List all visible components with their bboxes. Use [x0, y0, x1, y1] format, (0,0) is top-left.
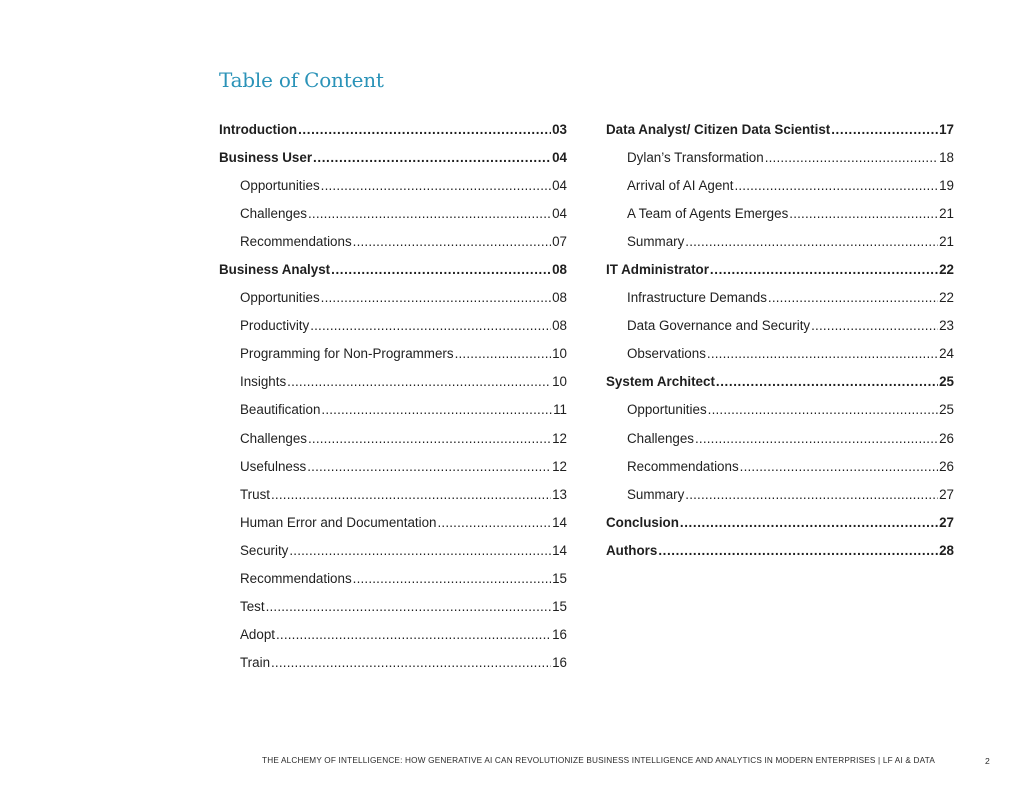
toc-entry-page: 14 [552, 514, 567, 530]
toc-entry-label: Insights [240, 374, 287, 390]
toc-subsection-entry[interactable] [219, 228, 567, 256]
toc-entry-label: Beautification [240, 402, 321, 418]
toc-entry-page: 04 [552, 206, 567, 222]
toc-section-entry[interactable] [219, 256, 567, 284]
toc-entry-label: Summary [627, 234, 685, 250]
toc-dot-leader [307, 453, 551, 481]
toc-entry-page: 25 [939, 402, 954, 418]
page-title: Table of Content [219, 68, 384, 92]
toc-dot-leader [308, 200, 551, 228]
toc-subsection-entry[interactable] [219, 509, 567, 537]
toc-entry-page: 19 [939, 178, 954, 194]
toc-entry-label: Data Governance and Security [627, 318, 811, 334]
toc-entry-page: 23 [939, 318, 954, 334]
toc-subsection-entry[interactable] [606, 481, 954, 509]
toc-subsection-entry[interactable] [606, 284, 954, 312]
toc-dot-leader [734, 172, 938, 200]
toc-entry-label: Challenges [240, 430, 307, 446]
toc-entry-page: 13 [552, 486, 567, 502]
footer-text: THE ALCHEMY OF INTELLIGENCE: HOW GENERATIVE AI CAN REVOLUTIONIZE BUSINESS INTELLIGENCE AND ANALYTICS IN MODERN ENTERPRISES | LF AI & DATA [262, 756, 935, 765]
toc-entry-page: 26 [939, 458, 954, 474]
toc-entry-label: Conclusion [606, 514, 679, 530]
toc-left-column [219, 116, 567, 677]
toc-subsection-entry[interactable] [219, 565, 567, 593]
toc-subsection-entry[interactable] [219, 425, 567, 453]
toc-entry-label: Test [240, 598, 265, 614]
toc-dot-leader [680, 509, 938, 537]
toc-dot-leader [353, 565, 551, 593]
toc-entry-page: 04 [552, 178, 567, 194]
toc-entry-label: IT Administrator [606, 262, 709, 278]
toc-entry-label: Dylan’s Transformation [627, 150, 764, 166]
toc-subsection-entry[interactable] [606, 200, 954, 228]
toc-dot-leader [765, 144, 938, 172]
toc-entry-page: 08 [552, 262, 567, 278]
toc-dot-leader [321, 284, 551, 312]
toc-dot-leader [271, 481, 551, 509]
toc-dot-leader [789, 200, 938, 228]
toc-dot-leader [685, 481, 938, 509]
toc-subsection-entry[interactable] [219, 172, 567, 200]
toc-entry-label: Programming for Non-Programmers [240, 346, 454, 362]
toc-subsection-entry[interactable] [219, 453, 567, 481]
toc-entry-label: Business User [219, 150, 313, 166]
toc-dot-leader [768, 284, 938, 312]
toc-dot-leader [685, 228, 938, 256]
toc-subsection-entry[interactable] [606, 172, 954, 200]
toc-entry-label: Authors [606, 542, 658, 558]
toc-dot-leader [707, 340, 938, 368]
toc-entry-label: Opportunities [240, 290, 320, 306]
toc-entry-page: 18 [939, 150, 954, 166]
toc-dot-leader [271, 649, 551, 677]
toc-entry-page: 22 [939, 262, 954, 278]
toc-dot-leader [740, 453, 938, 481]
toc-subsection-entry[interactable] [219, 649, 567, 677]
toc-entry-page: 27 [939, 514, 954, 530]
toc-dot-leader [310, 312, 551, 340]
toc-entry-page: 15 [552, 570, 567, 586]
toc-dot-leader [708, 396, 938, 424]
toc-entry-page: 03 [552, 122, 567, 137]
toc-section-entry[interactable] [606, 537, 954, 565]
toc-entry-label: Productivity [240, 318, 310, 334]
toc-entry-label: System Architect [606, 374, 715, 390]
toc-entry-label: Challenges [627, 430, 694, 446]
toc-entry-page: 04 [552, 150, 567, 166]
toc-entry-label: Opportunities [240, 178, 320, 194]
toc-entry-page: 16 [552, 654, 567, 670]
toc-entry-label: Challenges [240, 206, 307, 222]
toc-entry-label: Arrival of AI Agent [627, 178, 734, 194]
toc-entry-page: 11 [553, 402, 567, 418]
toc-section-entry[interactable] [606, 509, 954, 537]
toc-subsection-entry[interactable] [606, 228, 954, 256]
toc-entry-page: 24 [939, 346, 954, 362]
toc-section-entry[interactable] [219, 116, 567, 144]
toc-entry-page: 17 [939, 122, 954, 137]
toc-subsection-entry[interactable] [219, 340, 567, 368]
toc-entry-label: Usefulness [240, 458, 307, 474]
toc-subsection-entry[interactable] [219, 200, 567, 228]
toc-entry-label: Opportunities [627, 402, 707, 418]
toc-entry-page: 08 [552, 318, 567, 334]
toc-subsection-entry[interactable] [606, 144, 954, 172]
toc-entry-label: Trust [240, 486, 271, 502]
toc-entry-page: 14 [552, 542, 567, 558]
toc-entry-page: 07 [552, 234, 567, 250]
toc-entry-page: 25 [939, 374, 954, 390]
toc-entry-label: Recommendations [240, 570, 352, 586]
toc-dot-leader [321, 396, 552, 424]
toc-dot-leader [266, 593, 552, 621]
toc-section-entry[interactable] [219, 144, 567, 172]
toc-dot-leader [438, 509, 552, 537]
toc-subsection-entry[interactable] [219, 621, 567, 649]
toc-entry-label: Business Analyst [219, 262, 331, 278]
toc-dot-leader [298, 116, 551, 144]
toc-entry-label: A Team of Agents Emerges [627, 206, 789, 222]
toc-subsection-entry[interactable] [219, 368, 567, 396]
toc-dot-leader [455, 340, 552, 368]
toc-entry-page: 08 [552, 290, 567, 306]
toc-entry-label: Security [240, 542, 289, 558]
toc-dot-leader [321, 172, 551, 200]
toc-entry-label: Adopt [240, 626, 275, 642]
toc-dot-leader [353, 228, 551, 256]
toc-right-column [606, 116, 954, 565]
toc-subsection-entry[interactable] [219, 537, 567, 565]
toc-entry-page: 27 [939, 486, 954, 502]
toc-entry-label: Introduction [219, 122, 298, 137]
toc-dot-leader [695, 425, 938, 453]
page-number: 2 [985, 756, 990, 766]
toc-dot-leader [331, 256, 551, 284]
toc-dot-leader [658, 537, 938, 565]
toc-entry-page: 10 [552, 346, 567, 362]
toc-section-entry[interactable] [606, 256, 954, 284]
toc-dot-leader [811, 312, 938, 340]
toc-subsection-entry[interactable] [606, 453, 954, 481]
toc-subsection-entry[interactable] [606, 340, 954, 368]
toc-dot-leader [716, 368, 938, 396]
toc-entry-label: Train [240, 654, 271, 670]
toc-entry-page: 21 [939, 206, 954, 222]
toc-dot-leader [313, 144, 551, 172]
toc-dot-leader [287, 368, 551, 396]
toc-entry-label: Summary [627, 486, 685, 502]
toc-entry-label: Infrastructure Demands [627, 290, 767, 306]
toc-entry-page: 15 [552, 598, 567, 614]
toc-subsection-entry[interactable] [219, 284, 567, 312]
toc-subsection-entry[interactable] [606, 396, 954, 424]
toc-subsection-entry[interactable] [606, 312, 954, 340]
toc-dot-leader [308, 425, 551, 453]
toc-entry-label: Human Error and Documentation [240, 514, 437, 530]
toc-entry-label: Recommendations [627, 458, 739, 474]
toc-entry-page: 16 [552, 626, 567, 642]
toc-entry-label: Recommendations [240, 234, 352, 250]
toc-entry-label: Data Analyst/ Citizen Data Scientist [606, 122, 831, 137]
toc-dot-leader [710, 256, 938, 284]
toc-subsection-entry[interactable] [219, 312, 567, 340]
toc-entry-page: 22 [939, 290, 954, 306]
toc-dot-leader [289, 537, 551, 565]
toc-entry-page: 12 [552, 430, 567, 446]
toc-section-entry[interactable] [606, 116, 954, 144]
toc-dot-leader [831, 116, 938, 144]
toc-section-entry[interactable] [606, 368, 954, 396]
toc-subsection-entry[interactable] [606, 425, 954, 453]
toc-dot-leader [276, 621, 551, 649]
toc-entry-page: 12 [552, 458, 567, 474]
toc-entry-page: 21 [939, 234, 954, 250]
toc-entry-page: 28 [939, 542, 954, 558]
toc-entry-label: Observations [627, 346, 706, 362]
toc-entry-page: 10 [552, 374, 567, 390]
toc-subsection-entry[interactable] [219, 481, 567, 509]
toc-subsection-entry[interactable] [219, 593, 567, 621]
toc-subsection-entry[interactable] [219, 396, 567, 424]
toc-entry-page: 26 [939, 430, 954, 446]
